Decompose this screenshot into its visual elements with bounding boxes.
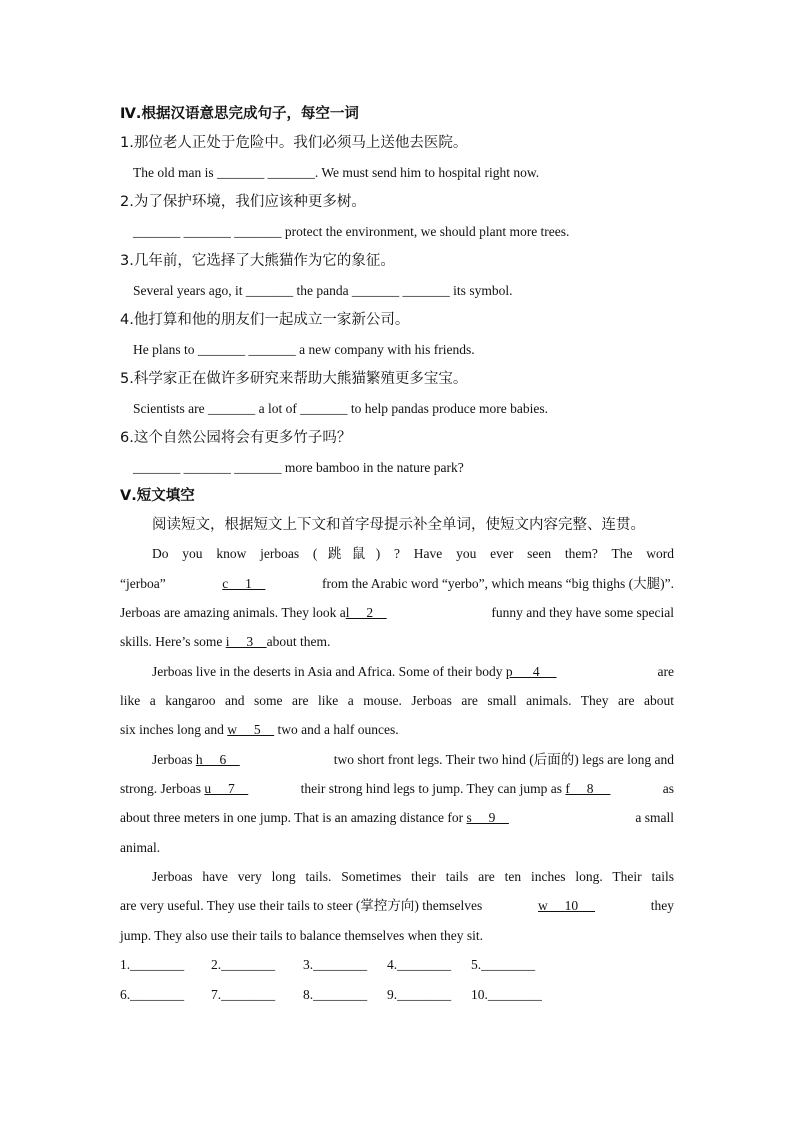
q6-english: _______ _______ _______ more bamboo in the nature park?	[133, 460, 464, 475]
blank-1: c 1	[222, 576, 266, 591]
q2-chinese: 2.为了保护环境，我们应该种更多树。	[120, 194, 366, 210]
q3-english: Several years ago, it _______ the panda _______ _______ its symbol.	[133, 283, 513, 298]
p2-line1-b: are	[657, 664, 674, 679]
p1-line4-a: skills. Here’s some	[120, 634, 223, 649]
blank-9: s 9	[466, 810, 509, 825]
p3-line1	[152, 750, 674, 770]
p1-line2-a: “jerboa”	[120, 576, 166, 591]
p1-line3	[120, 603, 674, 623]
p2-line1	[152, 662, 674, 682]
blank-3: i 3	[225, 634, 267, 649]
answer-5[interactable]: 5.________	[471, 957, 536, 972]
answer-1[interactable]: 1.________	[120, 957, 185, 972]
blank-8: f 8	[565, 781, 611, 796]
blank-2: l 2	[345, 605, 387, 620]
p3-line2	[120, 779, 674, 799]
q2-english: _______ _______ _______ protect the environment, we should plant more trees.	[133, 224, 570, 239]
answer-8[interactable]: 8.________	[303, 987, 368, 1002]
p4-line2-a: are very useful. They use their tails to steer (掌控方向) themselves	[120, 898, 483, 913]
blank-10: w 10	[538, 898, 596, 913]
q1-chinese: 1.那位老人正处于危险中。我们必须马上送他去医院。	[120, 135, 468, 151]
answer-2[interactable]: 2.________	[211, 957, 276, 972]
blank-6: h 6	[195, 752, 240, 767]
p2-line3	[120, 720, 399, 740]
p3-line1-b: two short front legs. Their two hind (后面的) legs are long and	[333, 752, 674, 767]
p1-line4	[120, 632, 330, 652]
p1-line2	[120, 574, 674, 594]
q5-english: Scientists are _______ a lot of _______ to help pandas produce more babies.	[133, 401, 549, 416]
p3-line3-b: a small	[635, 810, 674, 825]
q1-english: The old man is _______ _______. We must send him to hospital right now.	[133, 165, 540, 180]
answer-9[interactable]: 9.________	[387, 987, 452, 1002]
p1-line1: Do you know jerboas (跳鼠) ? Have you ever seen them? The word	[152, 546, 674, 561]
p4-line3: jump. They also use their tails to balance themselves when they sit.	[120, 928, 484, 943]
p3-line2-c: as	[662, 781, 674, 796]
p1-line3-a: Jerboas are amazing animals. They look a	[120, 605, 346, 620]
q5-chinese: 5.科学家正在做许多研究来帮助大熊猫繁殖更多宝宝。	[120, 371, 468, 387]
q6-chinese: 6.这个自然公园将会有更多竹子吗？	[120, 430, 352, 446]
p3-line2-b: their strong hind legs to jump. They can jump as	[300, 781, 563, 796]
p4-line1: Jerboas have very long tails. Sometimes their tails are ten inches long. Their tails	[152, 869, 674, 884]
p2-line1-a: Jerboas live in the deserts in Asia and Africa. Some of their body	[152, 664, 503, 679]
blank-5: w 5	[227, 722, 275, 737]
p3-line1-a: Jerboas	[152, 752, 193, 767]
p2-line3-a: six inches long and	[120, 722, 224, 737]
section5-heading: Ⅴ.短文填空	[120, 488, 195, 504]
p1-line4-b: about them.	[266, 634, 331, 649]
answer-7[interactable]: 7.________	[211, 987, 276, 1002]
answer-6[interactable]: 6.________	[120, 987, 185, 1002]
q4-chinese: 4.他打算和他的朋友们一起成立一家新公司。	[120, 312, 410, 328]
blank-7: u 7	[204, 781, 249, 796]
blank-4: p 4	[505, 664, 557, 679]
p3-line3	[120, 808, 674, 828]
p3-line3-a: about three meters in one jump. That is an amazing distance for	[120, 810, 464, 825]
q3-chinese: 3.几年前，它选择了大熊猫作为它的象征。	[120, 253, 395, 269]
answer-10[interactable]: 10.________	[471, 987, 542, 1002]
p2-line3-b: two and a half ounces.	[277, 722, 399, 737]
section5-instruction: 阅读短文，根据短文上下文和首字母提示补全单词，使短文内容完整、连贯。	[152, 517, 645, 533]
p3-line4: animal.	[120, 840, 161, 855]
answer-3[interactable]: 3.________	[303, 957, 368, 972]
answer-4[interactable]: 4.________	[387, 957, 452, 972]
p4-line2	[120, 896, 674, 916]
p3-line2-a: strong. Jerboas	[120, 781, 201, 796]
p2-line2: like a kangaroo and some are like a mouse. Jerboas are small animals. They are about	[120, 693, 674, 708]
section4-heading: Ⅳ.根据汉语意思完成句子，每空一词	[120, 106, 359, 122]
p1-line2-b: from the Arabic word “yerbo”, which means “big thighs (大腿)”.	[321, 576, 674, 591]
q4-english: He plans to _______ _______ a new company with his friends.	[133, 342, 475, 357]
p4-line2-b: they	[650, 898, 674, 913]
p1-line3-b: funny and they have some special	[491, 605, 674, 620]
